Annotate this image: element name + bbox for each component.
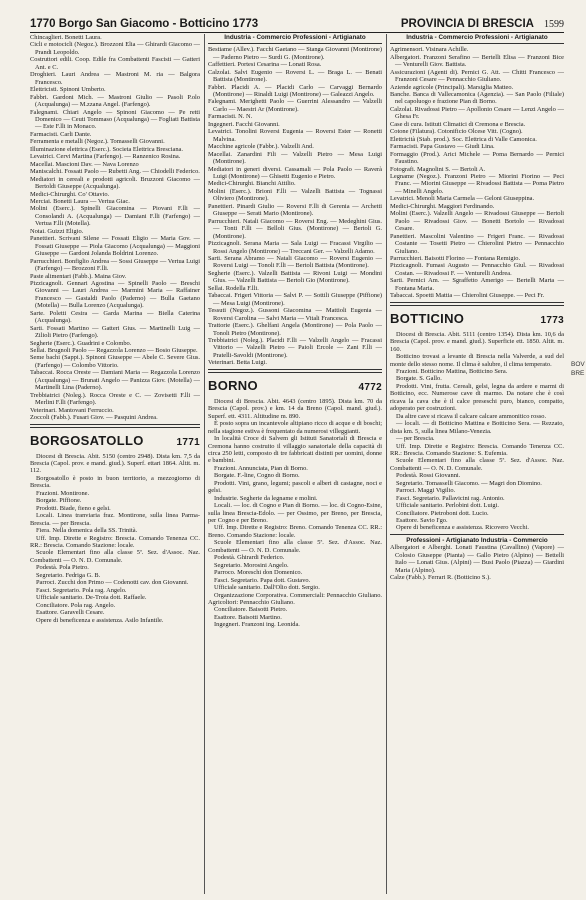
directory-entry: Falegnami. Merighetti Paolo — Guerrini Alessandro — Valzelli Carlo — Maestri Ar (Montirone). [208,98,382,113]
directory-entry: Borgate. Piffione. [36,497,82,505]
directory-entry: Trattorie (Eserc.). Ghelfani Angela (Montirone) — Pola Paolo — Tonoli Pietro (Montirone). [208,322,382,337]
directory-entry: È posto sopra un incantevole altipiano ricco di acque e di boschi; nella stagione estiva è frequentato da numerosi villeggianti. [208,420,382,435]
directory-entry: Caffettieri. Portesi Cesarina — Lonati Rosa. [208,61,322,69]
directory-entry: Molini (Eserc.). Spinelli Giacomina — Piovani F.lli — Consolandi A. (Acqualunga) — Damiani F.lli (Farfengo) — Vertua F.lli (Motella). [30,205,200,228]
rule [390,43,564,44]
directory-entry: Prodotti. Biade, fieno e gelsi. [36,504,111,512]
section-heading: Professioni - Artigianato Industria - Commercio [406,536,548,544]
directory-entry: Aziende agricole (Principali). Marsiglia Matteo. [390,83,514,91]
directory-entry: Macellai. Mascioni Dav. — Nava Lorenzo [30,160,139,168]
directory-entry: Legname (Negoz.). Franzoni Pietro — Miorini Fiorino — Peci Franc. — Miorini Giuseppe — Rivadossi Battista — Poma Pietro — Minelli Angelo. [390,173,564,195]
directory-entry: Pizzicagnoli. Serana Maria — Sala Luigi — Fracassi Virgilio — Rossi Angelo (Montirone) — Treccani Ger. — Valzelli Adamo. [208,240,382,255]
directory-entry: Fasci. Segretario. Pallavicini rag. Antonio. [396,494,505,502]
directory-entry: Farmacisti. Carli Dante. [30,130,92,138]
adjacent-page-edge-text: BOV BRE [571,361,585,377]
directory-entry: Seme bachi (Sappi.). Spinoni Giuseppe — Abele C. Severe Gius. (Farfengo) — Colombo Vittorio. [30,354,200,369]
directory-entry: Uff. Imp. Dirette e Registro: Breno. Comando Tenenza CC. RR.: Breno. Comando Stazione: locale. [208,524,382,539]
directory-entry: Pizzicagnoli. Gennari Agostina — Spinelli Paolo — Breschi Giovanni — Lauri Andrea — Marmini Maria — Raffainer Francesco — Gastaldi Paolo (Paderno) — Bulla Gaetano (Motella) — Bulla Lorenzo (Acqualunga). [30,279,200,310]
directory-entry: Fotografi. Magnolini S. — Bertoli A. [390,165,486,173]
directory-entry: Diocesi di Brescia. Abit. 5150 (centro 2948). Dista km. 7,5 da Brescia (Capol. prov. e mand. giud.). Superf. ettari 1864. Altit. m. 112. [30,452,200,475]
directory-entry: Parroco. Moreschi don Domenico. [214,569,303,577]
directory-entry: Sellai. Brugnoli Paolo — Regazzola Lorenzo — Bosio Giuseppe. [30,347,198,355]
directory-entry: Levatrici. Tonolini Roversi Eugenia — Roversi Ester — Ronetti Malvina. [208,128,382,143]
directory-entry: Botticino trovasi a levante di Brescia nella Valverde, a sud del monte dello stesso nome. Il clima è salubre, il clima temperato. [390,353,564,368]
directory-page [30,8,564,894]
directory-entry: Case di cura. Istituti Climatici di Cremona e Brescia. [390,120,526,128]
directory-entry: Parrucchieri. Bonfiglio Andrea — Sossi Giuseppe — Vertua Luigi (Farfengo) — Brozzoni F.lli. [30,257,200,273]
directory-entry: Uff. Imp. Dirette e Registro: Brescia. Comando Tenenza CC. RR.: Brescia. Comando Stazione: locale. [30,534,200,549]
directory-entry: Trebbiatrici (Noleg.). Rocca Oreste e C. — Zovisetti F.lli — Merlini F.lli (Farfengo). [30,391,200,407]
column-2 [208,34,382,894]
directory-entry: Uff. Imp. Dirette e Registro: Brescia. Comando Tenenza CC. RR.: Brescia. Comando Stazione: S. Eufemia. [390,442,564,457]
town-description-borno [208,398,382,629]
directory-entry: Ufficiale sanitario. Dall'Olio dott. Sergio. [214,584,320,592]
directory-entry: Podestà. Ghirardi Federico. [214,554,285,562]
column-1 [30,34,200,894]
directory-entry: — locali. — di Botticino Mattina e Botticino Sera. — Rezzato, dista km. 5, sulla linea Milano-Venezia. [390,420,564,435]
town-name: BORGOSATOLLO [30,432,144,448]
directory-entry: Conciliatore. Pola rag. Angelo. [36,601,116,609]
directory-entry: Veterinari. Mantovani Ferruccio. [30,406,114,414]
directory-entry: Prodotti. Vini, frutta. Cereali, gelsi, legna da ardere e marmi di Botticino, ecc. Numerose cave di marmo. Da notare che è così ricava la cava che è il calce preseschi puro, bianco, compatto, adoperato per costruzioni. [390,382,564,413]
directory-entry: Panettieri. Pinardi Giulio — Roversi F.lli di Gerenia — Archetti Giuseppe — Serati Mario (Montirone). [208,202,382,218]
double-rule [208,369,382,373]
directory-entry: Albergatori. Franzoni Serafino — Bertelli Elisa — Franzoni Bice — Venturelli Giov. Battista. [390,53,564,69]
directory-entry: Sarte. Poletti Cesira — Garda Marina — Biella Caterina (Acqualunga). [30,309,200,325]
directory-entry: Tabaccai. Rocca Oreste — Damiani Maria — Regazzola Lorenzo (Acqualunga) — Brunati Angelo — Panizza Giov. (Motella) — Martinelli Lina (Paderno). [30,369,200,392]
directory-entry: Frazioni. Montirone. [36,489,90,497]
directory-entry: Agrimensori. Visinara Achille. [390,46,469,54]
header-province: PROVINCIA DI BRESCIA [400,18,534,30]
directory-entry: Chincaglieri. Bonetti Laura. [30,34,102,41]
directory-entry: Esattore. Garavelli Cesare. [36,609,105,617]
directory-entry: Medici-Chirurghi. Co' Ottavio. [30,190,110,198]
directory-entry: Segherie (Eserc.). Valzelli Battista — Rivoni Luigi — Mondini Gius. — Valzelli Battista — Bertoli Gio (Montirone). [208,269,382,285]
rule [208,43,382,44]
directory-entry: Sarti. Pernici Am. — Sgraffetto Amerigo — Bertelli Marta — Fontana Maria. [390,277,564,292]
directory-entry: Assicurazioni (Agenti di). Pernici G. Att. — Chitti Francesco — Franzoni Cesare — Pennacchio Giuliano. [390,68,564,84]
directory-entry: Segherie (Eserc.). Guadrini e Colombo. [30,339,132,347]
directory-entry: Esattore. Savio I'go. [396,517,448,525]
directory-entry: Conciliatore. Baisotti Pietro. [214,606,288,614]
directory-entry: Fiera. Nella domenica della SS. Trinità. [36,527,138,535]
directory-entry: Scuole Elementari fino alla classe 5ª. Sez. d'Assoc. Naz. Combattenti — O. N. D. Comunale. [390,457,564,472]
directory-entry: Macchine agricole (Fabbr.). Valzelli And. [208,143,314,151]
directory-entry: Macellai. Zanardini Fili — Valzelli Pietro — Mesa Luigi (Montirone). [208,150,382,166]
directory-entry: Mediatori in generi diversi. Cassamali — Pola Paolo — Raverà Luigi (Montirone) — Ghisetti Eugenio e Pietro. [208,165,382,180]
town-number: 1771 [176,436,200,448]
directory-entry: Ingegneri. Facchi Giovanni. [208,120,280,128]
directory-entry: Opere di beneficenza e assistenza. Ricovero Vecchi. [396,524,529,532]
header-right-group [401,18,564,30]
directory-entry: Tessuti (Negoz.). Gussoni Giacomina — Mattioli Eugenia — Roversi Carolina — Salvi Maria — Vitali Francesca. [208,307,382,322]
columns [30,34,564,894]
directory-entry: Elettricisti. Spinoni Umberto. [30,86,106,94]
directory-entry: Podestà. Rossi Giovanni. [396,472,461,480]
town-heading-borgosatollo [30,433,200,450]
entry-list-3b [390,544,564,581]
directory-entry: Borgosatollo è posto in buon territorio, a mezzogiorno di Brescia. [30,474,200,490]
directory-entry: Borgate. F.-line, Cogno di Borno. [214,472,300,480]
directory-entry: Albergatori e Alberghi. Lonati Faustina (Cavallino) (Vapore) — Colosio Giuseppe (Pianta) — Gallo Pietro (Alpino) — Bettelli Italo — Lonati Gius. (Alpini) — Busi Paolo (Piazza) — Giardini Maria (Alpino). [390,544,564,574]
directory-entry: Zoccoli (Fabb.). Fusari Giov. — Pasquini Andrea. [30,414,158,422]
directory-entry: Sarti. Fossati Martino — Gatteri Gius. — Martinelli Luig — Zilioli Pietro (Farfengo). [30,324,200,340]
section-heading: Industria - Commercio Professioni - Artigianato [224,34,366,41]
directory-entry: Droghieri. Lauri Andrea — Mastroni M. ria — Balgora Francesco. [30,71,200,86]
directory-entry: Maniscalchi. Fossati Paolo — Rubetti Ang. — Chiodelli Federico. [30,168,200,176]
directory-entry: Bestiame (Allev.). Facchi Gaetano — Stanga Giovanni (Montirone) — Paderno Pietro — Surdi G. (Montirone). [208,46,382,61]
directory-entry: Fasci. Segretario. Pola rag. Angelo. [36,586,127,594]
directory-entry: Banche. Banca di Vallecamonica (Agenzia). — San Paolo (Filiale) nel capoluogo e frazione Pian di Borno. [390,91,564,106]
directory-entry: Da altre cave si ricava il calcare calcare ammonitico rosso. [396,412,547,420]
directory-entry: Parroci. Zucchi don Primo — Codenotti cav. don Giovanni. [36,579,189,587]
directory-entry: Mediatori in cereali e prodotti agricoli. Bruzzoni Giacomo — Bertoldi Giuseppe (Acqualunga). [30,175,200,191]
directory-entry: Formaggio (Prod.). Arici Michele — Poma Bernardo — Pernici Faustino. [390,150,564,166]
directory-entry: Segretario. Fedriga G. B. [36,571,101,579]
town-number: 4772 [358,381,382,393]
directory-entry: Veterinari. Betta Luigi. [208,359,267,367]
double-rule [390,302,564,306]
directory-entry: Ufficiale sanitario. De-Troia dott. Raffaele. [36,594,147,602]
entry-list-3 [390,46,564,299]
directory-entry: Sarti. Serana Abramo — Natali Giacomo — Roversi Eugenio — Roversi Luigi — Tonoli F.lli — Bertoli Battista (Montirone). [208,254,382,270]
column-3 [390,34,564,894]
directory-entry: Calze (Fabb.). Ferrari R. (Botticino S.). [390,574,491,582]
directory-entry: — per Brescia. [396,435,435,443]
directory-entry: Pizzicagnoli. Fumasi Augusto — Pennacchio Giul. — Rivadossi Costan. — Rivadossi F. — Venturelli Andrea. [390,262,564,277]
directory-entry: Ferramenta e metalli (Negoz.). Tomasselli Giovanni. [30,138,165,146]
directory-entry: In località Croce di Salvem gli Istituti Sanatoriali di Brescia e Cremona hanno costruito il villaggio sanatoriale della capacità di circa 250 letti, composto di tre fabbricati distinti per uomini, donne e bambini. [208,435,382,465]
directory-entry: Frazioni. Botticino Mattina, Botticino Sera. [396,367,508,375]
town-heading-botticino [390,311,564,328]
directory-entry: Panettieri. Mascolini Valentino — Frigeri Franc. — Rivadossi Costante — Tosetti Pietro — Chierolini Pietro — Pennacchio Giuliano. [390,232,564,255]
directory-entry: Elettricità (Stab. prod.). Soc. Elettrica di Valle Camonica. [390,135,537,143]
directory-entry: Panettieri. Scrivani Silene — Fossati Eligio — Maria Gov. — Fossati Giuseppe — Piola Giacomo (Acqualunga) — Maggioni Giuseppe — Gardoni Jolanda Boldrini Lorenzo. [30,235,200,258]
directory-entry: Paste alimentari (Fabb.). Maina Giov. [30,272,127,280]
directory-entry: Sellai. Rodella F.lli. [208,284,259,292]
directory-entry: Organizzazione Corporativa. Commerciali: Pennacchio Giuliano. Agricoltori: Pennacchio Giuliano. [208,591,382,607]
directory-entry: Locali. — loc. di Cogno e Pian di Borno. — loc. di Cogno-Esine, sulla linea Brescia-Edolo. — per Ossimo, per Breno, per Brescia, per Cogno e per Breno. [208,502,382,525]
directory-entry: Medici-Chirurghi. Maggiori Ferdinando. [390,202,495,210]
town-description-borgosatollo [30,453,200,624]
directory-entry: Diocesi di Brescia. Abit. 4643 (centro 1895). Dista km. 70 da Brescia (Capol. prov.) e km. 14 da Breno (Capol. mand. giud.). Superf. ett. 4311. Altitudine m. 890. [208,397,382,420]
directory-entry: Ingegneri. Franzoni ing. Leonida. [214,621,300,629]
directory-entry: Fabbri. Gardoni Mich. — Mastroni Giulio — Pasoli P.olo (Acqualunga) — M.zzana Angel. (Farfengo). [30,93,200,109]
directory-entry: Costruttori edili. Coop. Edile fra Combattenti Fascisti — Gatteri Ant. e C. [30,56,200,71]
directory-entry: Molini (Eserc.). Valzelli Angelo — Rivadossi Giuseppe — Bertoli Paolo — Rivadossi Giov. — Bonetti Bortolo — Rivadossi Cesare. [390,210,564,233]
directory-entry: Esattore. Baisotti Martino. [214,613,282,621]
directory-entry: Parrucchieri. Natali Giacomo — Roversi Eng. — Medeghini Gius. — Tonti F.lli — Belloli Gius. (Montirone) — Bertoli G. (Montirone). [208,217,382,240]
town-number: 1773 [540,314,564,326]
directory-entry: Conciliatore. Pietroboni dott. Lucio. [396,509,489,517]
directory-entry: Levatrici. Menoli Maria Carmela — Geloni Giuseppina. [390,195,535,203]
directory-entry: Parrucchieri. Baisotti Florino — Fontana Remigio. [390,254,521,262]
directory-entry: Tabaccai. Frigeri Vittoria — Salvi P. — Sottili Giuseppe (Piffione) — Mesa Luigi (Montirone). [208,292,382,307]
directory-entry: Segretario. Morosini Angelo. [214,561,289,569]
town-name: BORNO [208,377,258,393]
directory-entry: Industrie. Segherie da legname e molini. [214,494,318,502]
directory-entry: Calzolai. Salvi Eugenio — Roversi L. — Braga L. — Benati Battista (Montirone). [208,68,382,84]
directory-entry: Falegnami. Chiari Angelo — Spinoni Giacomo — Pe retti Domenico — Ceuti Tommaso (Acqualunga) — Fogliati Battista — Este F.lli in Monaco. [30,108,200,131]
town-heading-borno [208,378,382,395]
directory-entry: Segretario. Tomasselli Giacomo. — Magri don Diomino. [396,479,542,487]
directory-entry: Prodotti. Vini, grano, legumi; pascoli e alberi di castagne, noci e gelsi. [208,479,382,495]
directory-entry: Diocesi di Brescia. Abit. 5111 (centro 1354). Dista km. 10,6 da Brescia (Capol. prov. e mand. giud.). Superficie ett. 1850. Altit. m. 160. [390,330,564,353]
page-number: 1599 [544,19,564,30]
directory-entry: Cotone (Filatura). Cotonificio Olcese Vitt. (Cogno). [390,128,523,136]
directory-entry: Notai. Guizzi Eligio. [30,227,84,235]
directory-entry: Borgate. S. Gallo. [396,375,442,383]
directory-entry: Fasci. Segretario. Papa dott. Gustavo. [214,576,311,584]
page-header [30,8,564,33]
directory-entry: Opere di beneficenza e assistenza. Asilo Infantile. [36,616,164,624]
directory-entry: Fabbri. Placidi A. — Placidi Carlo — Carvaggi Bernardo (Montirone) — Rinaldi Luigi (Montirone) — Galeazzi Angelo. [208,83,382,99]
section-heading: Industria - Commercio Professioni - Artigianato [406,34,548,41]
directory-entry: Cicli e motocicli (Negoz.). Brozzoni Elia — Ghirardi Giacomo — Prandi Leopoldo. [30,41,200,56]
directory-entry: Tabaccai. Spoetti Mattia — Chierolini Giuseppe. — Peci Fr. [390,292,545,300]
directory-entry: Molini (Eserc.). Brioni F.lli — Valzelli Battista — Tognassi Oliviero (Montirone). [208,187,382,203]
directory-entry: Farmacisti. Papa Gustavo — Giudi Lina. [390,143,495,151]
town-name: BOTTICINO [390,310,465,326]
directory-entry: Scuole Elementari fino alla classe 5ª. Sez. d'Assoc. Naz. Combattenti — O. N. D. Comunale. [208,539,382,554]
directory-entry: Farmacisti. N. N. [208,113,253,121]
double-rule [30,424,200,428]
directory-entry: Podestà. Pola Pietro. [36,564,89,572]
town-description-botticino [390,331,564,532]
header-left: 1770 Borgo San Giacomo - Botticino 1773 [30,18,259,30]
entry-list-2 [208,46,382,366]
directory-entry: Parroci. Maggi Vigilio. [396,487,456,495]
entry-list-1 [30,34,200,422]
directory-entry: Medici-Chirurghi. Bianchi Attilio. [208,180,296,188]
directory-entry: Locali. Linea tranviaria fraz. Montirone, sulla linea Parma-Brescia. — per Brescia. [30,512,200,527]
directory-entry: Frazioni. Annunciata, Pian di Borno. [214,464,308,472]
rule [390,534,564,535]
directory-entry: Scuole Elementari fino alla classe 5ª. Sez. d'Assoc. Naz. Combattenti — O. N. D. Comunale. [30,549,200,564]
directory-entry: Illuminazione elettrica (Eserc.). Societa Elettrica Bresciana. [30,145,183,153]
directory-entry: Merciai. Bonetti Laura — Vertua Giac. [30,197,130,205]
directory-entry: Ufficiale sanitario. Perlobini dott. Luigi. [396,502,499,510]
directory-entry: Trebbiatrici (Noleg.). Placidi F.lli — Valzelli Angelo — Fracassi Vittorio — Valzelli Pietro — Paioli Ercole — Zani F.lli — Pratelli-Savoldi (Montirone). [208,336,382,359]
directory-entry: Calzolai. Rivadossi Pietro — Apollonio Cesare — Lenzi Angelo — Ghesa Fr. [390,105,564,121]
directory-entry: Levatrici. Cervi Martina (Farfengo). — Ranzenico Rosina. [30,153,181,161]
